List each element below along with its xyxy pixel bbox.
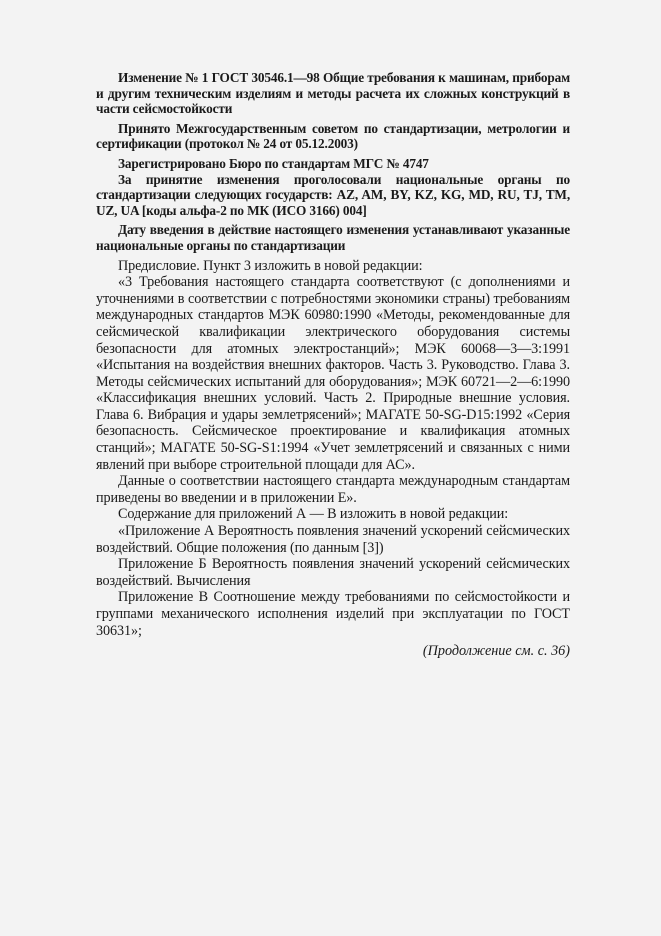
paragraph-appendix-a: «Приложение А Вероятность появления значений ускорений сейсмических воздействий. Общие положения (по данным [3]) (96, 523, 570, 556)
paragraph-appendix-b: Приложение Б Вероятность появления значений ускорений сейсмических воздействий. Вычисления (96, 556, 570, 589)
change-title: Изменение № 1 ГОСТ 30546.1—98 Общие требования к машинам, приборам и другим техническим изделиям и методы расчета их сложных конструкций в части сейсмостойкости (96, 70, 570, 117)
paragraph-compliance: Данные о соответствии настоящего стандарта международным стандартам приведены во введении и в приложении Е». (96, 473, 570, 506)
effective-date-note: Дату введения в действие настоящего изменения устанавливают указанные национальные органы по стандартизации (96, 222, 570, 253)
registered-note: Зарегистрировано Бюро по стандартам МГС № 4747 (118, 155, 429, 171)
paragraph-requirements: «3 Требования настоящего стандарта соответствуют (с дополнениями и уточнениями в соответствии с потребностями экономики страны) требованиям международных стандартов МЭК 60980:1990 «Методы, рекомендованные для сейсмической квалификации электрического оборудования системы безопасности для атомных электростанций»; МЭК 60068—3—3:1991 «Испытания на воздействия внешних факторов. Часть 3. Руководство. Глава 3. Методы сейсмических испытаний для оборудования»; МЭК 60721—2—6:1990 «Классификация внешних условий. Часть 2. Природные внешние условия. Глава 6. Вибрация и удары землетрясений»; МАГАТЕ 50-SG-D15:1992 «Серия безопасность. Сейсмическое проектирование и квалификация атомных станций»; МАГАТЕ 50-SG-S1:1994 «Учет землетрясений и связанных с ними явлений при выборе строительной площади для АС». (96, 274, 570, 473)
paragraph-contents: Содержание для приложений А — В изложить в новой редакции: (118, 506, 509, 523)
continuation-note: (Продолжение см. с. 36) (422, 643, 570, 660)
paragraph-appendix-v: Приложение В Соотношение между требованиями по сейсмостойкости и группами механического исполнения изделий при эксплуатации по ГОСТ 30631»; (96, 589, 570, 639)
adopted-note: Принято Межгосударственным советом по стандартизации, метрологии и сертификации (протокол № 24 от 05.12.2003) (96, 120, 570, 152)
voted-note: За принятие изменения проголосовали национальные органы по стандартизации следующих государств: AZ, AM, BY, KZ, KG, MD, RU, TJ, TM, UZ, UA [коды альфа-2 по МК (ИСО 3166) 004] (96, 171, 570, 218)
paragraph-preface: Предисловие. Пункт 3 изложить в новой редакции: (118, 257, 423, 274)
document-body (96, 70, 570, 660)
